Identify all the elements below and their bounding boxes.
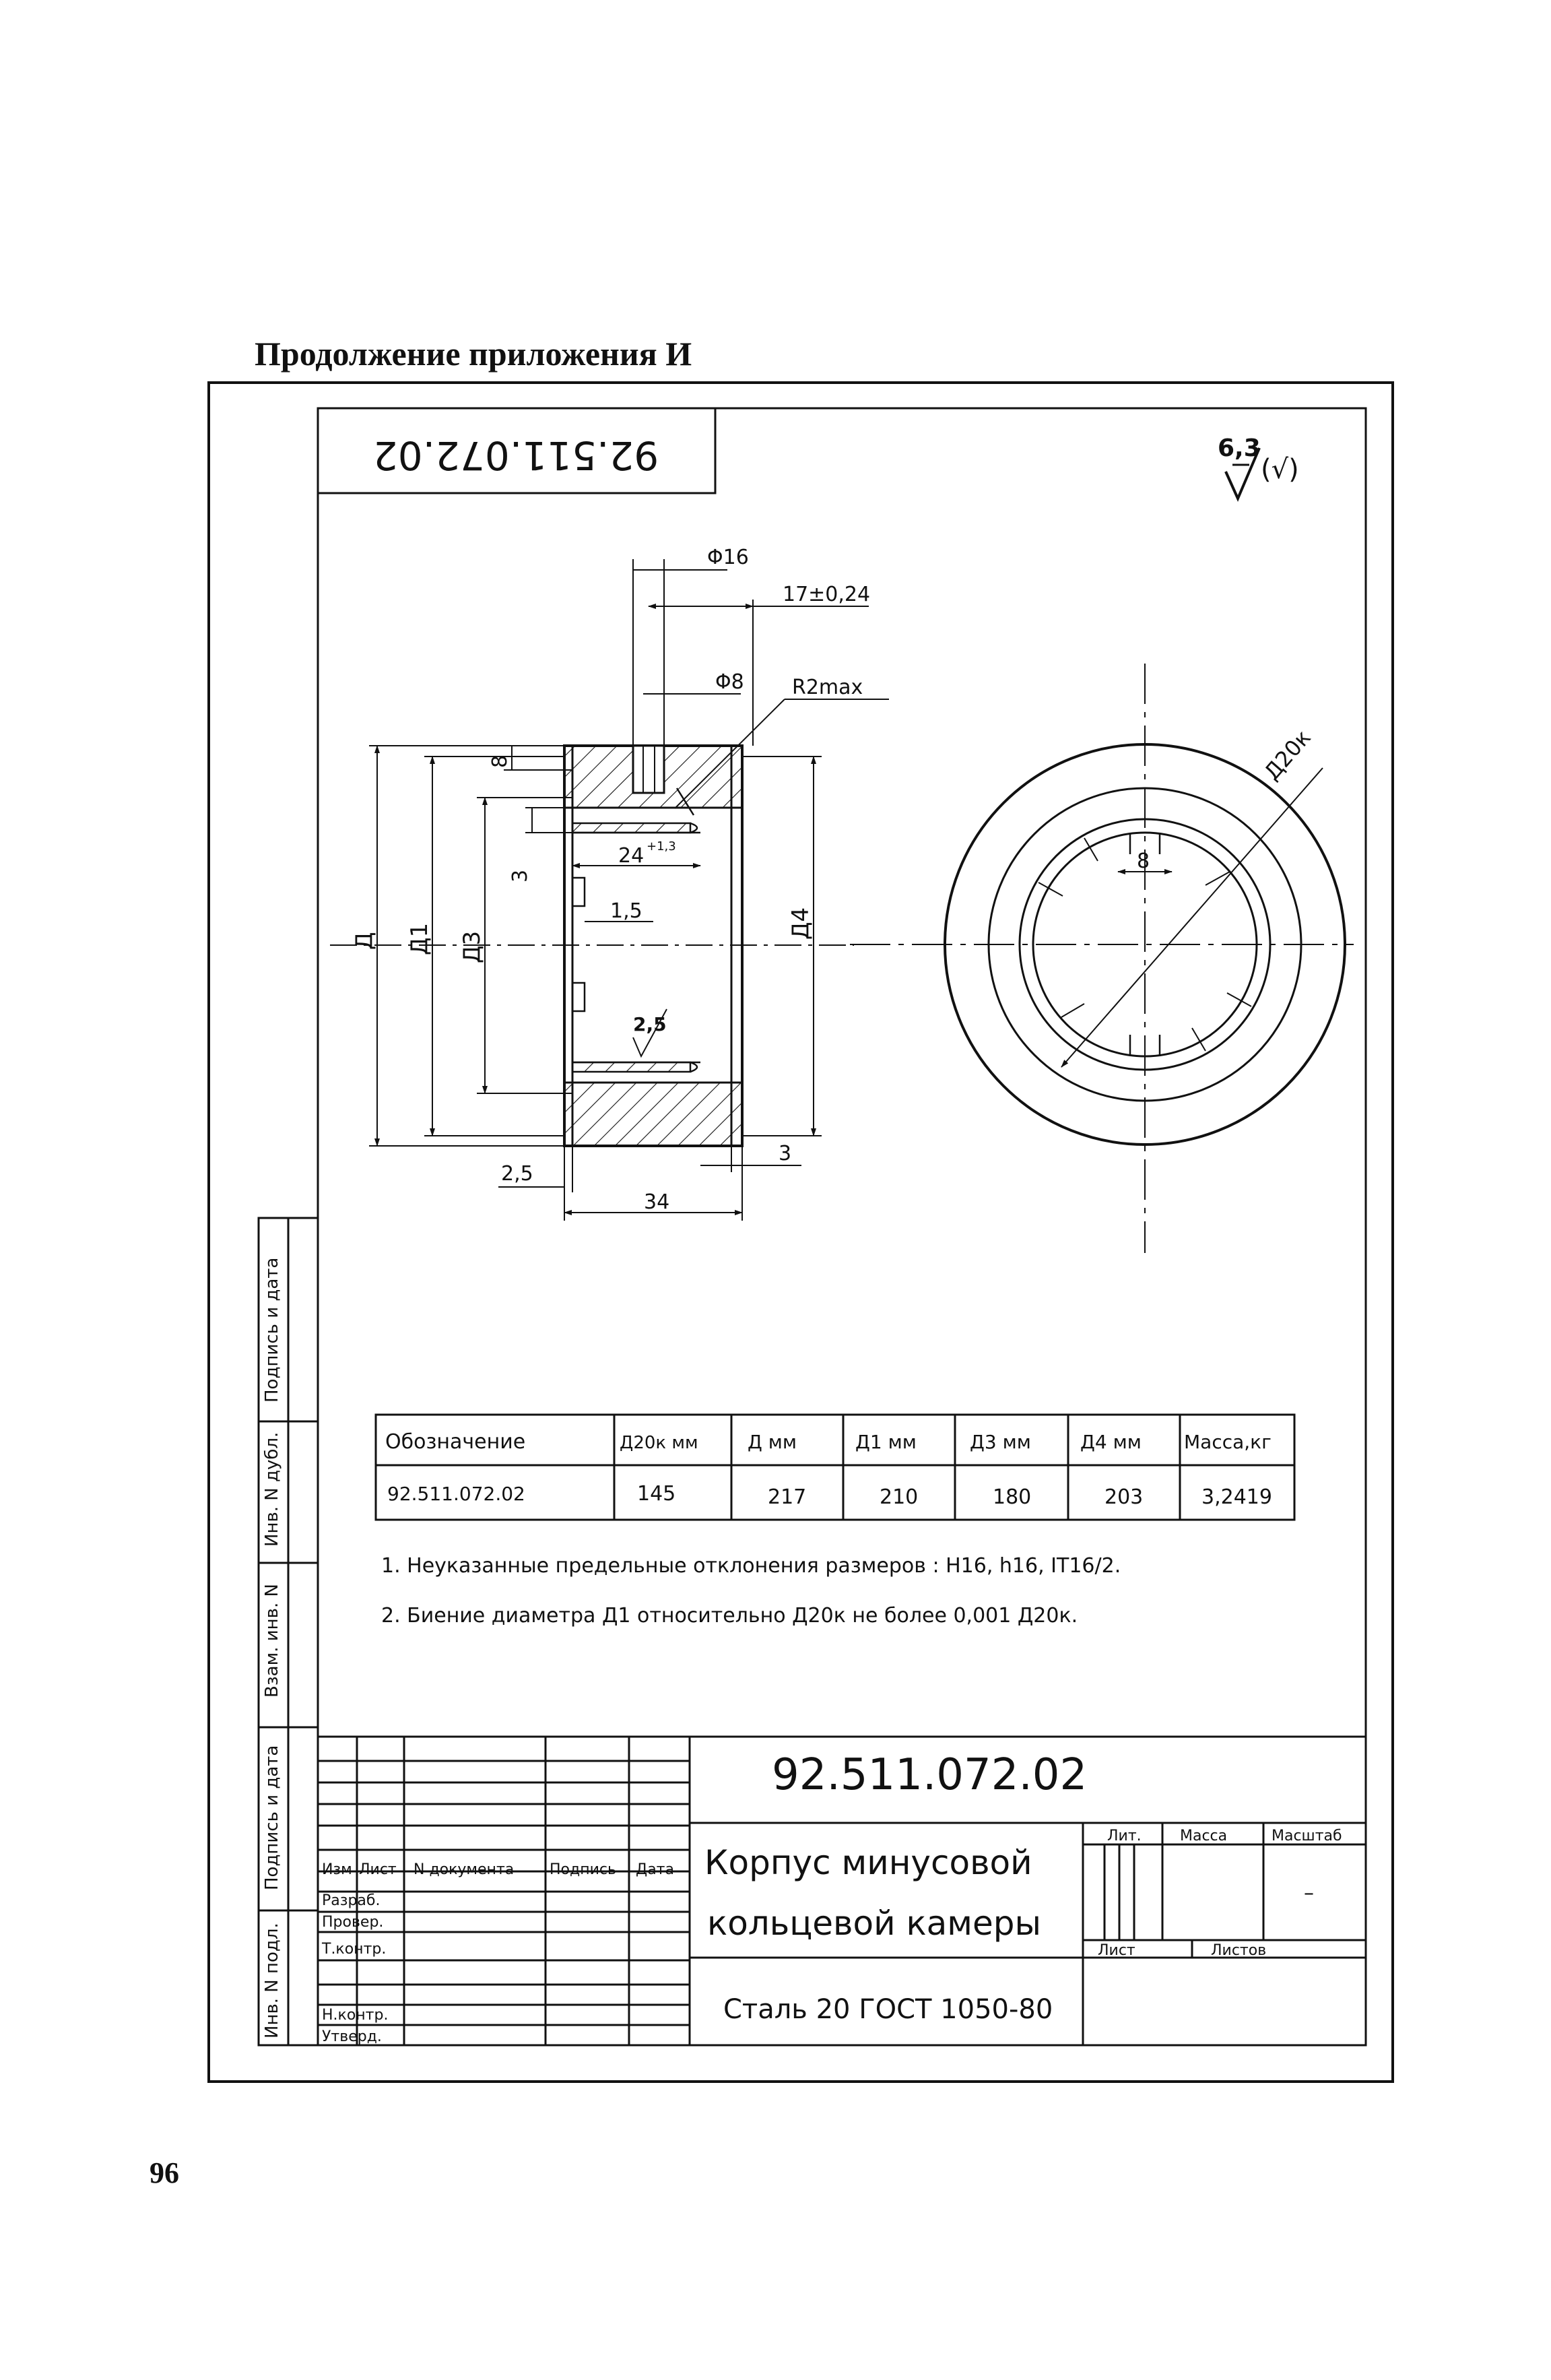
tb-name-line1: Корпус минусовой: [704, 1843, 1032, 1882]
td-d3: 180: [993, 1485, 1032, 1509]
tb-col-list: Лист: [359, 1861, 397, 1878]
th-d20k: Д20к мм: [620, 1433, 698, 1453]
dim-r2max: R2max: [792, 676, 863, 699]
strip-podpis-1: Подпись и дата: [262, 1257, 282, 1403]
dim-phi8: Φ8: [715, 670, 744, 694]
td-code: 92.511.072.02: [387, 1483, 525, 1505]
th-d3: Д3 мм: [970, 1431, 1031, 1453]
tb-code: 92.511.072.02: [772, 1750, 1088, 1800]
td-d4: 203: [1104, 1485, 1144, 1509]
tb-row-nkontr: Н.контр.: [322, 2007, 389, 2024]
tb-col-izm: Изм: [322, 1861, 352, 1878]
dim-2-5-rough: 2,5: [633, 1013, 667, 1035]
td-d20k: 145: [637, 1482, 676, 1506]
dim-34: 34: [644, 1190, 670, 1214]
tb-masshtab-value: –: [1304, 1882, 1314, 1905]
strip-vzam-inv: Взам. инв. N: [262, 1584, 282, 1698]
mirrored-code: 92.511.072.02: [372, 432, 659, 478]
tb-listov: Листов: [1211, 1942, 1267, 1959]
tb-row-tkontr: Т.контр.: [322, 1941, 387, 1958]
page-heading: Продолжение приложения И: [255, 335, 692, 373]
tb-row-utverd: Утверд.: [322, 2028, 382, 2045]
spec-table-row: [387, 1482, 1272, 1509]
dim-phi16: Φ16: [707, 546, 749, 569]
tb-col-ndoc: N документа: [414, 1861, 515, 1878]
note-1: 1. Неуказанные предельные отклонения размеров : H16, h16, IT16/2.: [381, 1554, 1121, 1578]
th-d1: Д1 мм: [855, 1431, 917, 1453]
tb-row-razrab: Разраб.: [322, 1892, 381, 1909]
dim-2-5: 2,5: [501, 1162, 533, 1186]
tb-row-prover: Провер.: [322, 1914, 384, 1931]
tb-name-line2: кольцевой камеры: [707, 1904, 1041, 1943]
tb-lit: Лит.: [1107, 1828, 1142, 1844]
strip-podpis-2: Подпись и дата: [262, 1745, 282, 1890]
dim-d20k: Д20к: [1259, 725, 1316, 785]
dim-d1: Д1: [406, 922, 433, 955]
roughness-suffix: (√): [1261, 454, 1299, 485]
dim-3: 3: [508, 869, 532, 882]
th-d: Д мм: [748, 1431, 797, 1453]
dim-17: 17±0,24: [783, 583, 871, 606]
tb-material: Сталь 20 ГОСТ 1050-80: [723, 1994, 1053, 2025]
tb-list: Лист: [1098, 1942, 1135, 1959]
tb-massa: Масса: [1180, 1828, 1228, 1844]
note-2: 2. Биение диаметра Д1 относительно Д20к не более 0,001 Д20к.: [381, 1604, 1078, 1628]
th-d4: Д4 мм: [1080, 1431, 1142, 1453]
dim-d3: Д3: [459, 930, 486, 963]
th-massa: Масса,кг: [1184, 1431, 1272, 1453]
dim-d: Д: [351, 932, 378, 950]
dim-8-side: 8: [488, 754, 512, 768]
dim-d4: Д4: [787, 907, 814, 940]
strip-inv-dubl: Инв. N дубл.: [262, 1432, 282, 1547]
th-oboznachenie: Обозначение: [385, 1430, 526, 1454]
td-massa: 3,2419: [1201, 1485, 1272, 1509]
dim-24: 24: [618, 844, 645, 868]
td-d1: 210: [880, 1485, 919, 1509]
strip-inv-podl: Инв. N подл.: [262, 1923, 282, 2038]
dim-1-5: 1,5: [610, 899, 642, 923]
roughness-value: 6,3: [1218, 435, 1261, 462]
td-d: 217: [768, 1485, 807, 1509]
tb-col-data: Дата: [636, 1861, 674, 1878]
dim-24-tol: +1,3: [647, 839, 676, 854]
tb-masshtab: Масштаб: [1272, 1828, 1342, 1844]
dim-3-bottom: 3: [779, 1142, 792, 1165]
spec-table-headers: [385, 1430, 1272, 1454]
dim-8-front: 8: [1137, 849, 1150, 873]
page-number: 96: [150, 2156, 179, 2189]
tb-col-podpis: Подпись: [550, 1861, 616, 1878]
roughness-mark: [1218, 435, 1299, 498]
mirrored-code-stamp: [318, 408, 715, 493]
